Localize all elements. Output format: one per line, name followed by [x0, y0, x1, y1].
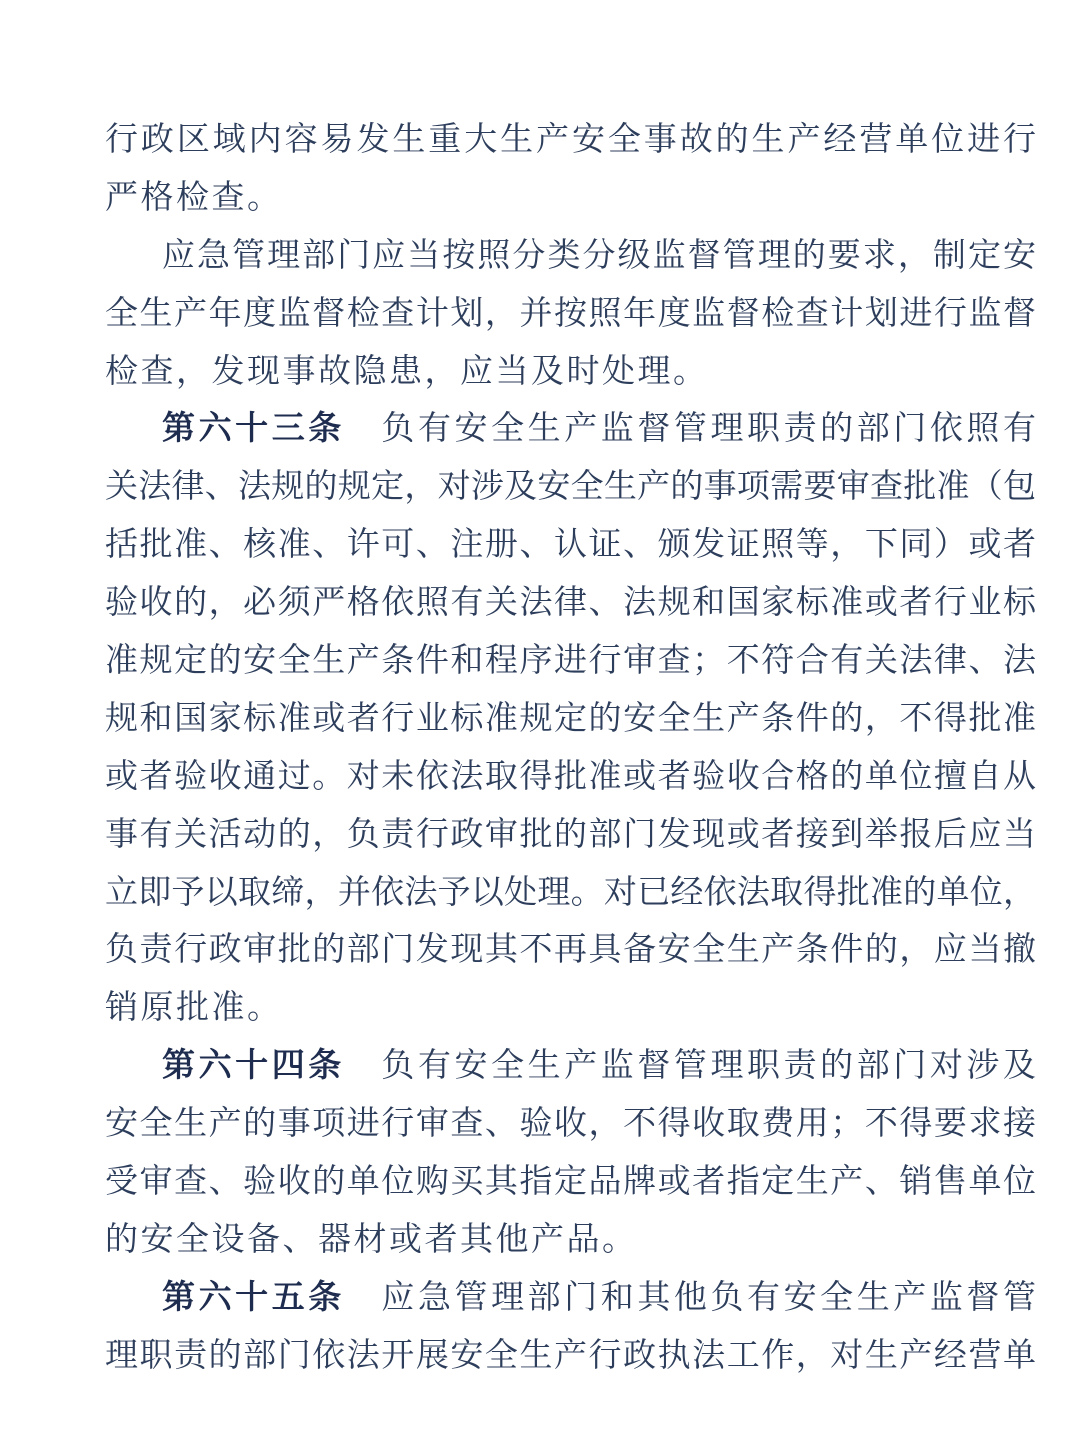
article-number: 第六十五条 [162, 1279, 345, 1316]
text-line: 事有关活动的，负责行政审批的部门发现或者接到举报后应当 [105, 816, 1036, 853]
text-line: 准规定的安全生产条件和程序进行审查；不符合有关法律、法 [105, 643, 1036, 680]
text-line: 立即予以取缔，并依法予以处理。对已经依法取得批准的单位， [105, 874, 1036, 911]
article-first-line [105, 401, 1036, 459]
text-line: 安全生产的事项进行审查、验收，不得收取费用；不得要求接 [105, 1106, 1036, 1143]
text-line: 全生产年度监督检查计划，并按照年度监督检查计划进行监督 [105, 295, 1036, 332]
text-line: 理职责的部门依法开展安全生产行政执法工作，对生产经营单 [105, 1337, 1036, 1374]
text-line: 括批准、核准、许可、注册、认证、颁发证照等，下同）或者 [105, 527, 1036, 564]
article-first-line [105, 1038, 1036, 1096]
article-first-line [105, 1270, 1036, 1328]
text-line: 销原批准。 [105, 990, 283, 1027]
text-line: 规和国家标准或者行业标准规定的安全生产条件的，不得批准 [105, 700, 1036, 737]
text-line: 负责行政审批的部门发现其不再具备安全生产条件的，应当撤 [105, 932, 1036, 969]
article-number: 第六十四条 [162, 1048, 345, 1085]
text-line: 受审查、验收的单位购买其指定品牌或者指定生产、销售单位 [105, 1164, 1036, 1201]
article-lead-text: 负有安全生产监督管理职责的部门对涉及 [344, 1048, 1036, 1085]
text-line: 关法律、法规的规定，对涉及安全生产的事项需要审查批准（包 [105, 469, 1036, 506]
article-lead-text: 负有安全生产监督管理职责的部门依照有 [344, 411, 1036, 448]
text-line: 的安全设备、器材或者其他产品。 [105, 1221, 638, 1258]
text-line: 严格检查。 [105, 179, 283, 216]
article-lead-text: 应急管理部门和其他负有安全生产监督管 [344, 1279, 1036, 1316]
text-line: 行政区域内容易发生重大生产安全事故的生产经营单位进行 [105, 122, 1036, 158]
article-number: 第六十三条 [162, 411, 345, 448]
text-line: 检查，发现事故隐患，应当及时处理。 [105, 353, 709, 390]
text-line: 应急管理部门应当按照分类分级监督管理的要求，制定安 [162, 237, 1036, 274]
text-line: 验收的，必须严格依照有关法律、法规和国家标准或者行业标 [105, 585, 1036, 622]
document-text-block [105, 112, 1036, 1386]
text-line: 或者验收通过。对未依法取得批准或者验收合格的单位擅自从 [105, 758, 1036, 795]
